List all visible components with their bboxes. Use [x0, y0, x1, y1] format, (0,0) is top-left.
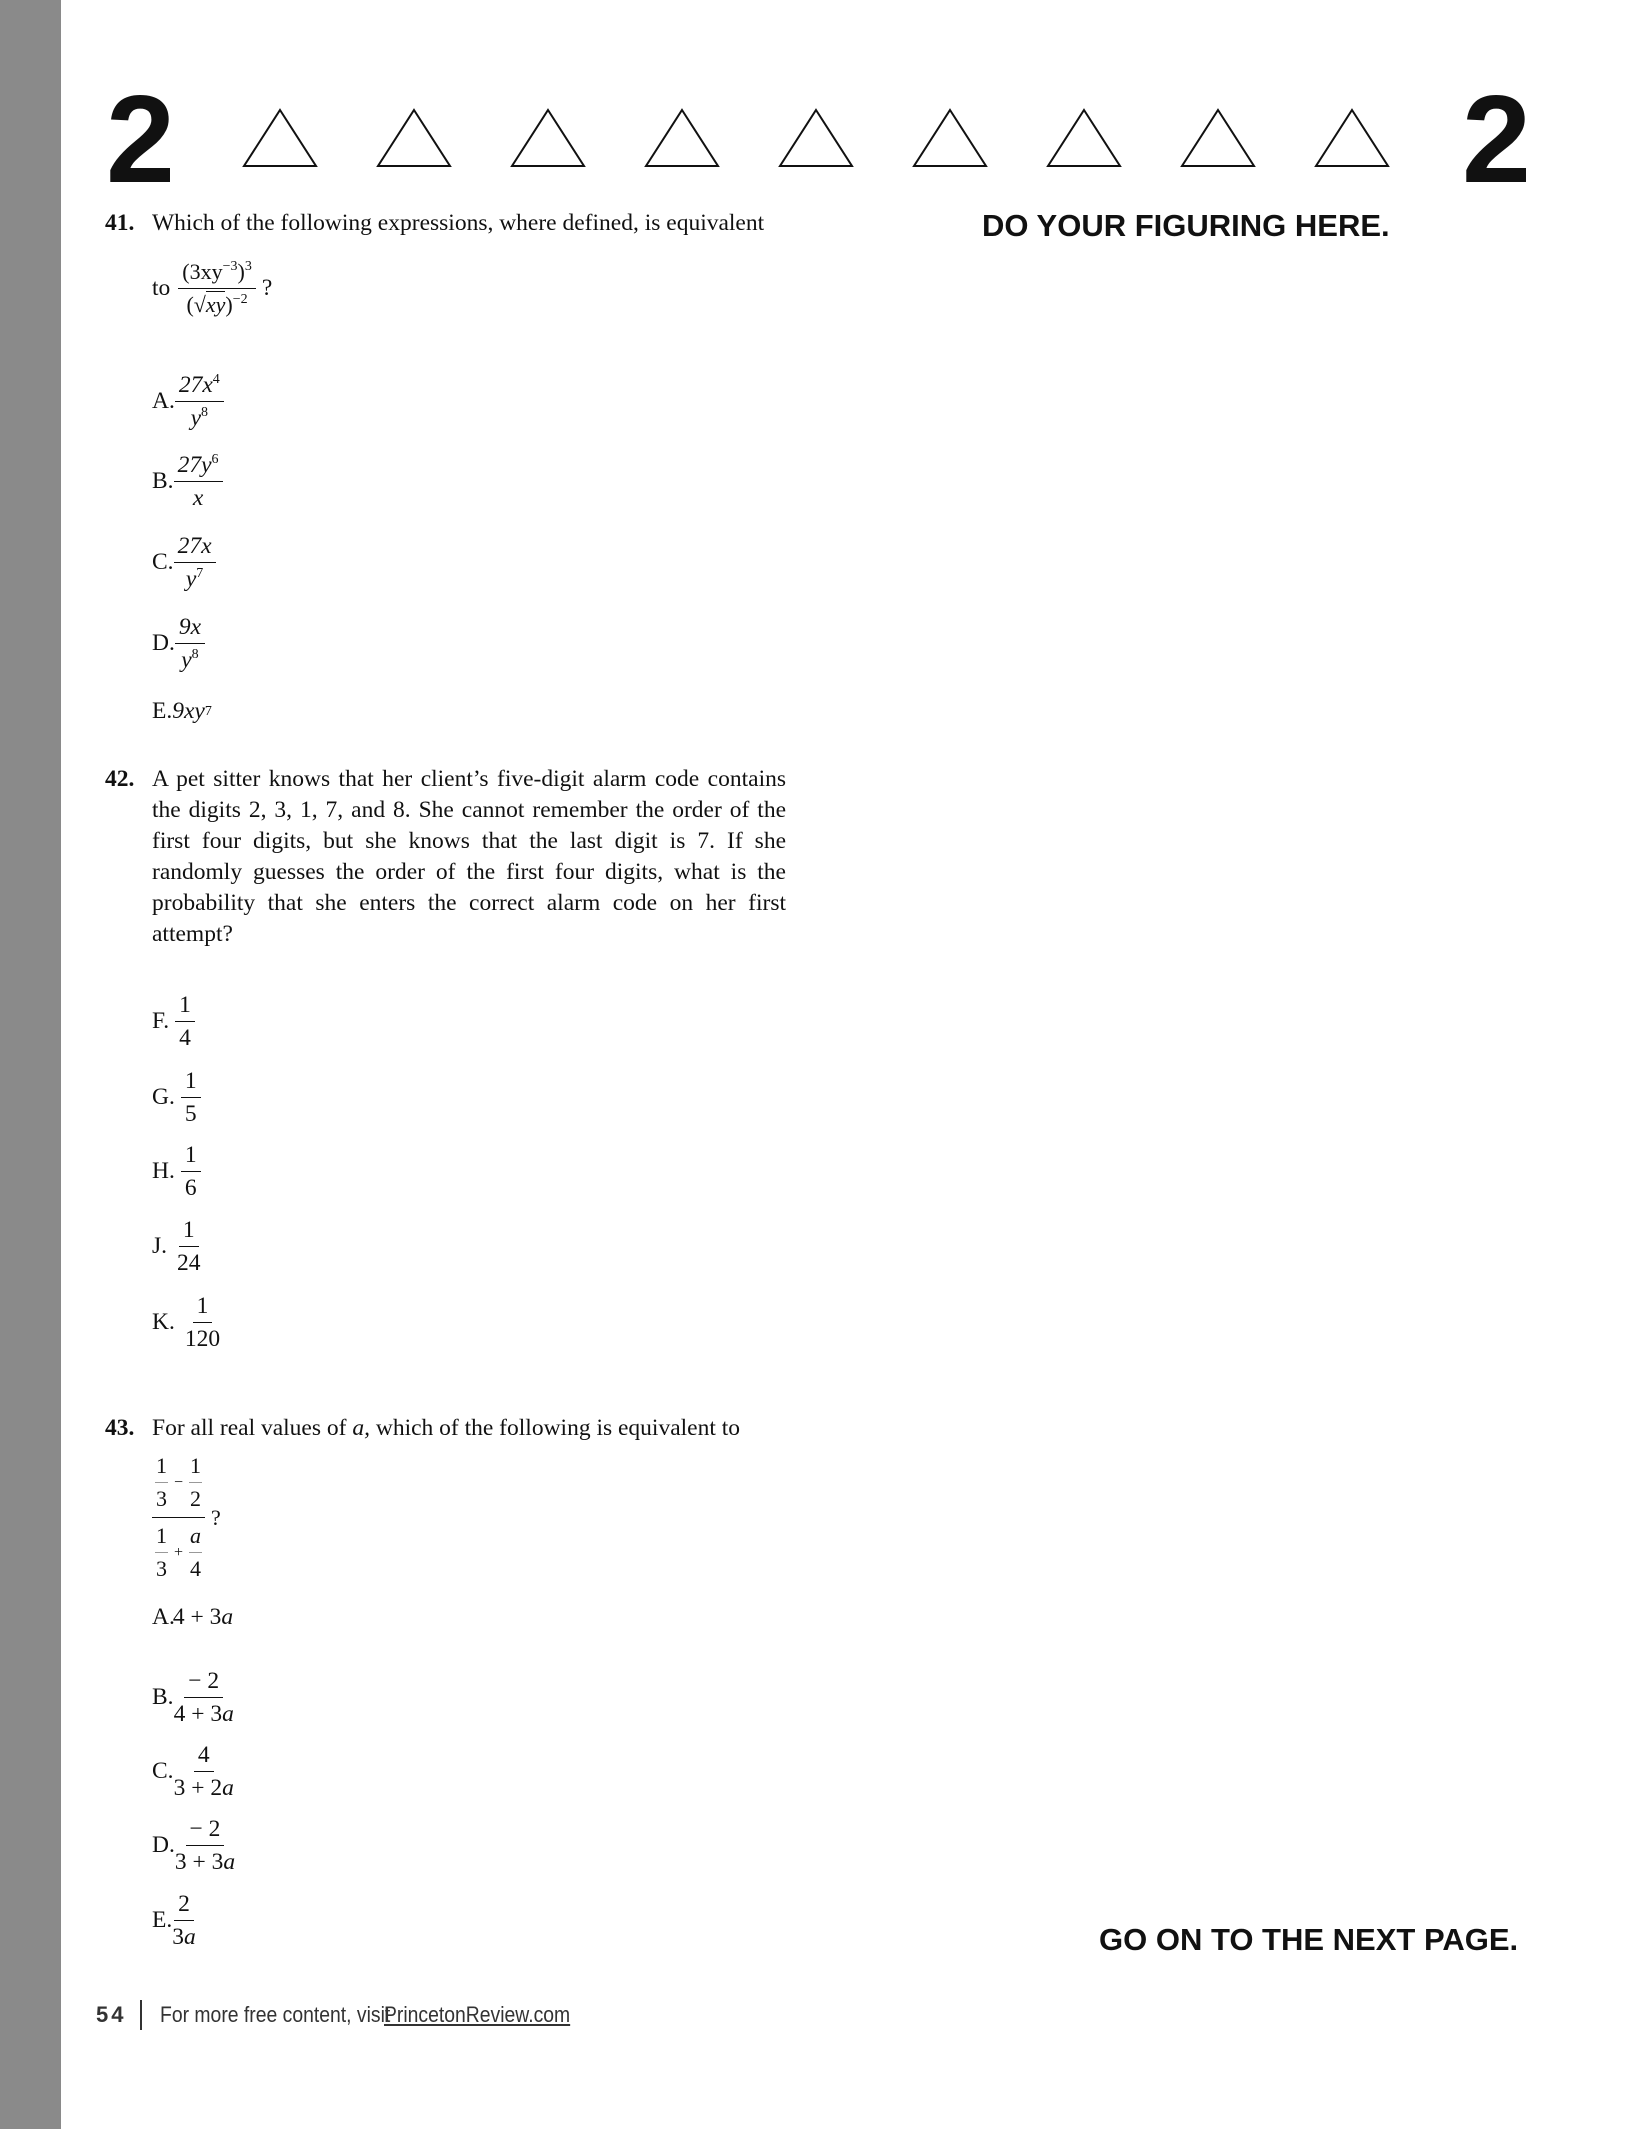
- triangle-icon: [778, 108, 854, 168]
- numerator: 1: [196, 1293, 209, 1319]
- footer-text: For more free content, visit: [159, 2002, 391, 2027]
- triangle-icon: [510, 108, 586, 168]
- numerator: 1: [184, 1068, 197, 1094]
- text: For all real values of: [152, 1415, 353, 1441]
- next-page-label: GO ON TO THE NEXT PAGE.: [1099, 1922, 1519, 1957]
- triangle-icon: [1314, 108, 1390, 168]
- section-number-left: 2: [106, 71, 175, 209]
- triangle-icon: [912, 108, 988, 168]
- denominator: 3 + 2: [173, 1775, 223, 1801]
- q42-text: A pet sitter knows that her client’s five-digit alarm code contains the digits 2, 3, 1, 7, and 8. She cannot remember the order of the first four digits, but she knows that the last digit is 7. If she randomly guesses the order of the first four digits, what is the probability that she enters the correct alarm code on her first attempt?: [152, 766, 786, 947]
- q43-option-c[interactable]: [152, 1741, 238, 1802]
- t: 3: [156, 1486, 167, 1511]
- q41-option-d[interactable]: [152, 613, 205, 674]
- sup: 7: [196, 566, 204, 581]
- q42-option-h[interactable]: [152, 1141, 201, 1202]
- q41-option-b[interactable]: [152, 451, 223, 512]
- denominator: 4: [179, 1025, 191, 1051]
- denominator: 3: [172, 1924, 184, 1950]
- numerator: 2: [178, 1891, 190, 1917]
- footer: [96, 2000, 595, 2030]
- paren: ): [237, 259, 245, 284]
- sup: 6: [211, 452, 219, 467]
- option-letter: D.: [152, 1832, 175, 1858]
- q41-option-a[interactable]: [152, 371, 224, 432]
- triangle-icon: [1046, 108, 1122, 168]
- text: which of the following is equivalent to: [369, 1415, 741, 1441]
- numerator: − 2: [188, 1668, 220, 1694]
- numerator: − 2: [189, 1816, 221, 1842]
- numerator: 1: [184, 1142, 197, 1168]
- q41-text: Which of the following expressions, where defined, is equivalent: [152, 210, 765, 236]
- numerator: 1: [179, 992, 191, 1018]
- sup: 3: [244, 259, 252, 274]
- t: 3: [156, 1556, 167, 1581]
- sup: −2: [232, 292, 248, 307]
- q42-option-j[interactable]: [152, 1216, 205, 1277]
- option-letter: A.: [152, 388, 175, 414]
- sup: 8: [191, 647, 199, 662]
- option-letter: A.: [152, 1604, 175, 1630]
- figuring-label: DO YOUR FIGURING HERE.: [982, 208, 1390, 243]
- numerator: 9x: [178, 614, 202, 640]
- denominator: 24: [177, 1250, 201, 1276]
- option-value: 9xy: [172, 698, 205, 724]
- q43-option-a[interactable]: [152, 1604, 233, 1631]
- triangle-icon: [242, 108, 318, 168]
- numerator: 1: [182, 1217, 195, 1243]
- denominator: 4 + 3: [173, 1701, 223, 1727]
- var: a: [223, 1849, 236, 1875]
- var: a: [183, 1924, 196, 1950]
- page-edge-bar: [0, 0, 61, 2129]
- denominator: 5: [184, 1101, 197, 1127]
- option-letter: C.: [152, 549, 174, 575]
- q43-option-d[interactable]: [152, 1815, 239, 1876]
- q43-expression: [152, 1452, 221, 1583]
- footer-link[interactable]: PrincetonReview.com: [383, 2002, 570, 2027]
- denominator: y: [185, 566, 197, 592]
- question-mark: ?: [261, 275, 273, 301]
- var: a: [222, 1775, 234, 1801]
- expr-num: (3xy: [182, 259, 223, 284]
- triangle-icon: [644, 108, 720, 168]
- q41-option-c[interactable]: [152, 532, 216, 593]
- divider: [140, 2000, 142, 2030]
- t: a: [189, 1522, 202, 1553]
- numerator: 27y: [177, 452, 212, 478]
- numerator: 27x: [177, 533, 212, 559]
- sup: 8: [201, 405, 209, 420]
- q41-option-e[interactable]: E. 9xy 7: [152, 698, 212, 724]
- q42-option-f[interactable]: [152, 991, 195, 1052]
- t: 1: [189, 1452, 202, 1483]
- denominator: x: [192, 485, 204, 511]
- var: a: [222, 1701, 234, 1727]
- op: +: [174, 1543, 184, 1561]
- denominator: 3 + 3: [174, 1849, 224, 1875]
- var: a: [221, 1604, 234, 1630]
- triangle-icon: [1180, 108, 1256, 168]
- option-value: 4 + 3: [172, 1604, 222, 1630]
- t: 1: [155, 1452, 168, 1483]
- question-mark: ?: [211, 1504, 221, 1530]
- t: 2: [190, 1486, 202, 1511]
- numerator: 27x: [178, 372, 213, 398]
- option-letter: C.: [152, 1758, 174, 1784]
- op: −: [174, 1473, 184, 1491]
- q42-option-g[interactable]: [152, 1067, 201, 1128]
- triangle-icon: [376, 108, 452, 168]
- q43-option-b[interactable]: [152, 1667, 238, 1728]
- denominator: 120: [184, 1326, 221, 1352]
- option-letter: J.: [152, 1233, 168, 1259]
- var: a,: [352, 1415, 370, 1441]
- expr-den: xy: [205, 292, 226, 317]
- q43-number: 43.: [105, 1415, 135, 1441]
- denominator: y: [181, 647, 192, 673]
- section-number-right: 2: [1462, 71, 1531, 209]
- option-letter: E.: [152, 698, 173, 724]
- q41-number: 41.: [105, 210, 135, 236]
- q43-option-e[interactable]: [152, 1890, 200, 1951]
- sup: −3: [222, 259, 238, 274]
- option-letter: H.: [152, 1158, 175, 1184]
- option-letter: D.: [152, 630, 175, 656]
- denominator: y: [190, 405, 202, 431]
- q42-number: 42.: [105, 766, 135, 792]
- numerator: 4: [197, 1742, 210, 1768]
- denominator: 6: [184, 1175, 197, 1201]
- option-letter: K.: [152, 1309, 175, 1335]
- option-letter: F.: [152, 1008, 170, 1034]
- option-letter: E.: [152, 1907, 173, 1933]
- t: 1: [155, 1522, 168, 1553]
- option-letter: G.: [152, 1084, 175, 1110]
- t: 4: [190, 1556, 202, 1581]
- q43-text: [152, 1413, 740, 1444]
- option-letter: B.: [152, 1684, 174, 1710]
- to-label: to: [152, 275, 171, 301]
- page-number: 54: [96, 2002, 127, 2027]
- sup: 4: [212, 372, 220, 387]
- option-letter: B.: [152, 468, 174, 494]
- q41-expression: to $\frac{(3xy^{-3})^3}{(√xy)^{-2}}$ ?: [152, 259, 273, 317]
- q42-option-k[interactable]: [152, 1292, 224, 1353]
